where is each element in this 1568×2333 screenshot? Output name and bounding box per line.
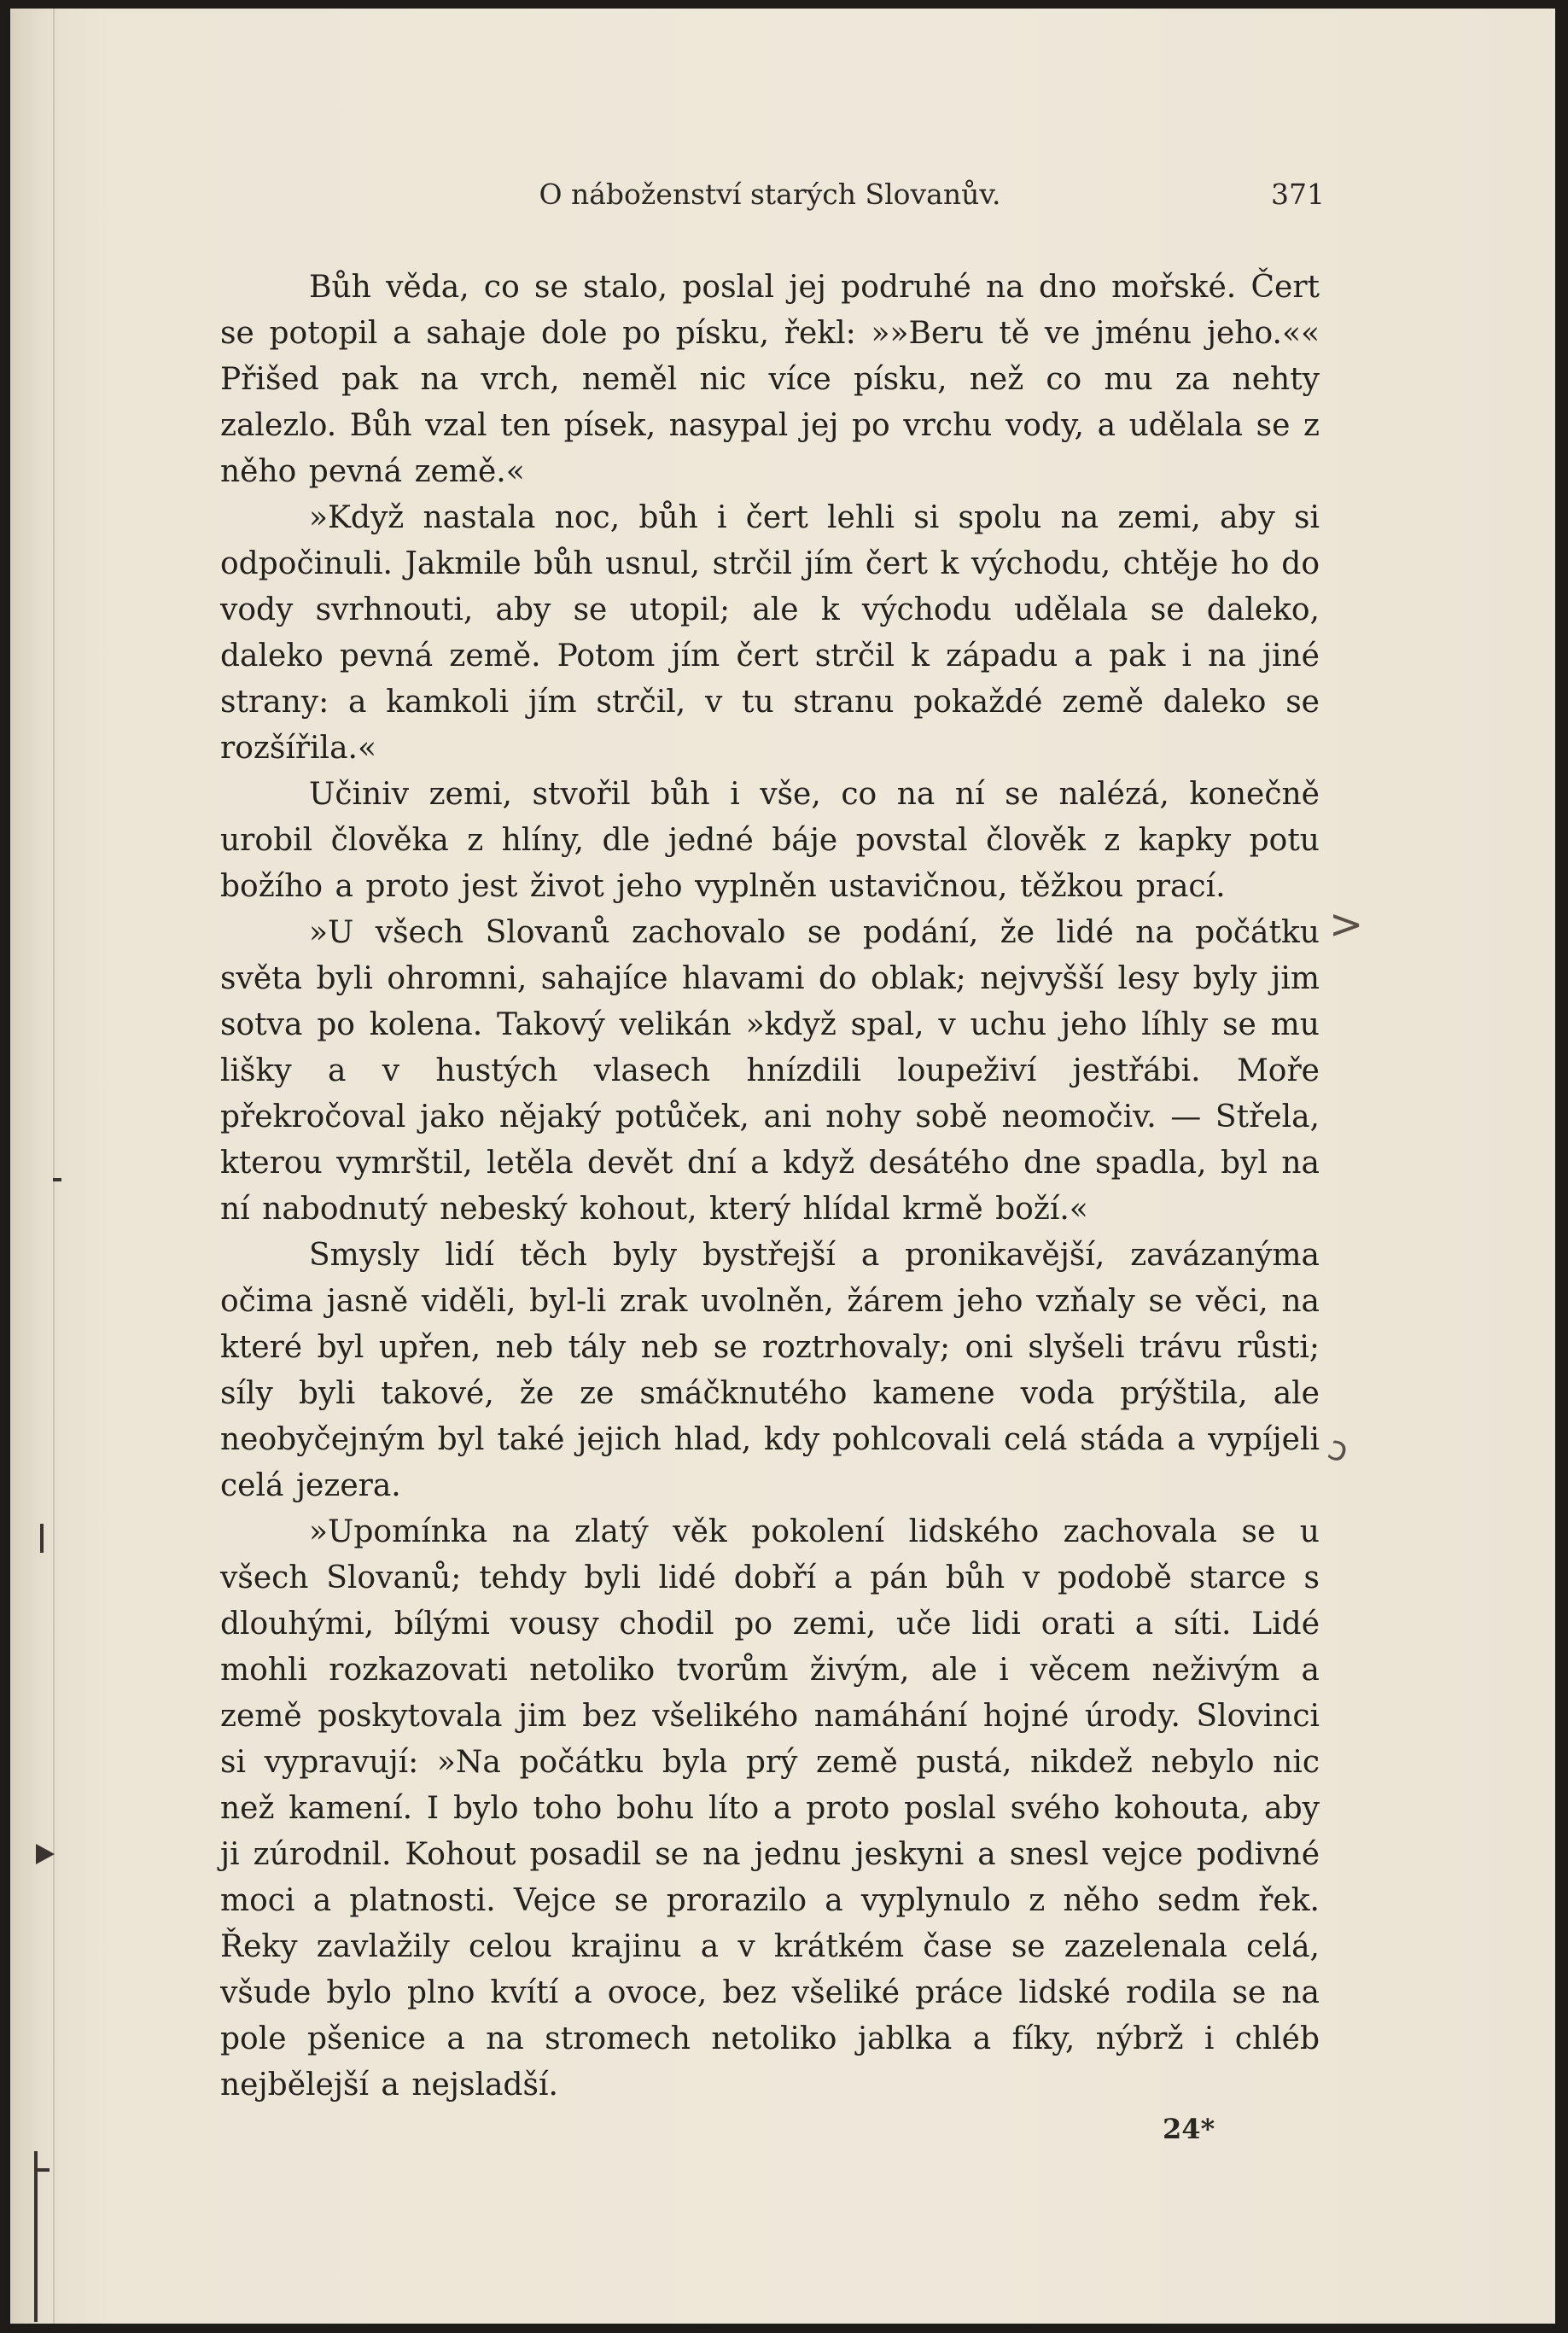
- margin-annotation: ↄ: [1322, 1427, 1355, 1472]
- book-page: [10, 9, 1555, 2324]
- margin-tick: [40, 1524, 44, 1553]
- paragraph: »Když nastala noc, bůh i čert lehli si spolu na zemi, aby si odpočinuli. Jakmile bůh usnul, strčil jím čert k východu, chtěje ho do vody svrhnouti, aby se utopil; ale k východu udělala se daleko, daleko pevná země. Potom jím čert strčil k západu a pak i na jiné strany: a kamkoli jím strčil, v tu stranu pokaždé země daleko se rozšířila.«: [220, 500, 1320, 766]
- page-header: [215, 171, 1325, 222]
- paragraph: Bůh věda, co se stalo, poslal jej podruhé na dno mořské. Čert se potopil a sahaje dole po písku, řekl: »»Beru tě ve jménu jeho.«« Přišed pak na vrch, neměl nic více písku, než co mu za nehty zalezlo. Bůh vzal ten písek, nasypal jej po vrchu vody, a udělala se z něho pevná země.«: [220, 270, 1320, 489]
- paragraph: »Upomínka na zlatý věk pokolení lidského zachovala se u všech Slovanů; tehdy byli lidé dobří a pán bůh v podobě starce s dlouhými, bílými vousy chodil po zemi, uče lidi orati a síti. Lidé mohli rozkazovati netoliko tvorům živým, ale i věcem neživým a země poskytovala jim bez všelikého namáhání hojné úrody. Slovinci si vypravují: »Na počátku byla prý země pustá, nikdež nebylo nic než kamení. I bylo toho bohu líto a proto poslal svého kohouta, aby ji zúrodnil. Kohout posadil se na jednu jeskyni a snesl vejce podivné moci a platnosti. Vejce se prorazilo a vyplynulo z něho sedm řek. Řeky zavlažily celou krajinu a v krátkém čase se zazelenala celá, všude bylo plno kvítí a ovoce, bez všeliké práce lidské rodila se na pole pšenice a na stromech netoliko jablka a fíky, nýbrž i chléb nejbělejší a nejsladší.: [220, 1514, 1320, 2103]
- margin-dots: [53, 1178, 61, 1181]
- body-text: [220, 265, 1320, 2108]
- margin-arrow-icon: [36, 1844, 55, 1864]
- signature-mark: 24*: [1163, 2113, 1215, 2145]
- margin-annotation: >: [1329, 901, 1364, 948]
- gutter-shadow: [53, 9, 55, 2324]
- page-number: 371: [1271, 178, 1325, 211]
- running-title: O náboženství starých Slovanův.: [539, 178, 1001, 211]
- margin-bracket-tick: [34, 2168, 50, 2172]
- paragraph: Smysly lidí těch byly bystřejší a pronikavější, zavázanýma očima jasně viděli, byl-li zrak uvolněn, žárem jeho vzňaly se věci, na které byl upřen, neb tály neb se roztrhovaly; oni slyšeli trávu růsti; síly byli takové, že ze smáčknutého kamene voda prýštila, ale neobyčejným byl také jejich hlad, kdy pohlcovali celá stáda a vypíjeli celá jezera.: [220, 1238, 1320, 1503]
- paragraph: Učiniv zemi, stvořil bůh i vše, co na ní se nalézá, konečně urobil člověka z hlíny, dle jedné báje povstal člověk z kapky potu božího a proto jest život jeho vyplněn ustavičnou, těžkou prací.: [220, 777, 1320, 904]
- paragraph: »U všech Slovanů zachovalo se podání, že lidé na počátku světa byli ohromni, sahajíce hlavami do oblak; nejvyšší lesy byly jim sotva po kolena. Takový velikán »když spal, v uchu jeho líhly se mu lišky a v hustých vlasech hnízdili loupeživí jestřábi. Moře překročoval jako nějaký potůček, ani nohy sobě neomočiv. — Střela, kterou vymrštil, letěla devět dní a když desátého dne spadla, byl na ní nabodnutý nebeský kohout, který hlídal krmě boží.«: [220, 915, 1320, 1227]
- margin-bracket: [34, 2151, 38, 2322]
